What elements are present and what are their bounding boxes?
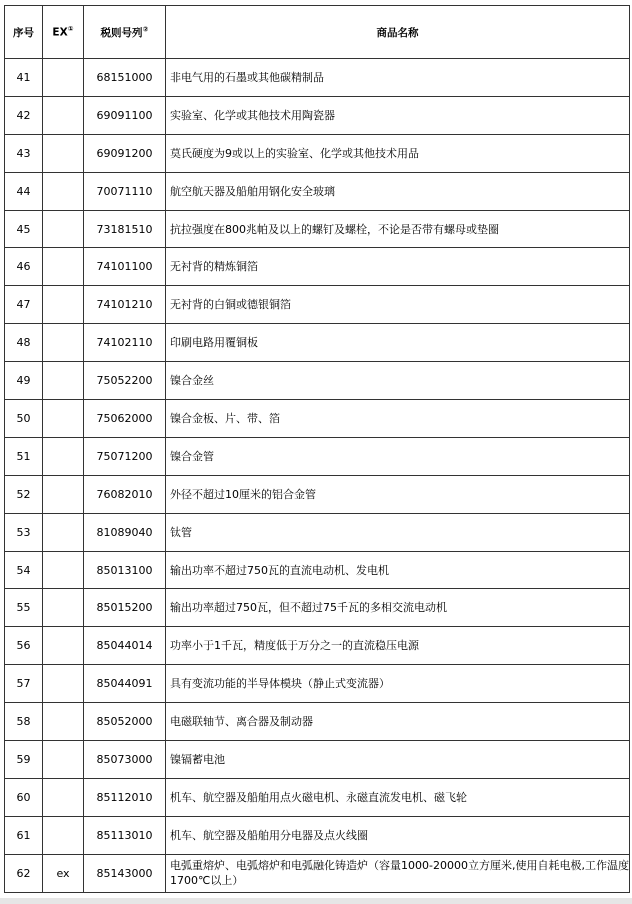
cell-seq: 54 bbox=[5, 551, 43, 589]
cell-ex bbox=[43, 210, 84, 248]
cell-goods-name: 镍合金丝 bbox=[166, 362, 630, 400]
cell-seq: 58 bbox=[5, 703, 43, 741]
cell-ex bbox=[43, 248, 84, 286]
header-name: 商品名称 bbox=[166, 6, 630, 59]
cell-tariff-code: 75062000 bbox=[84, 400, 166, 438]
cell-tariff-code: 69091200 bbox=[84, 134, 166, 172]
cell-goods-name: 无衬背的白铜或德银铜箔 bbox=[166, 286, 630, 324]
cell-tariff-code: 81089040 bbox=[84, 513, 166, 551]
cell-seq: 45 bbox=[5, 210, 43, 248]
cell-goods-name: 无衬背的精炼铜箔 bbox=[166, 248, 630, 286]
table-row bbox=[5, 400, 630, 438]
cell-goods-name: 输出功率超过750瓦，但不超过75千瓦的多相交流电动机 bbox=[166, 589, 630, 627]
cell-seq: 55 bbox=[5, 589, 43, 627]
table-row bbox=[5, 589, 630, 627]
header-tariff-label: 税则号列 bbox=[100, 26, 143, 39]
cell-ex bbox=[43, 172, 84, 210]
table-header-row bbox=[5, 6, 630, 59]
cell-goods-name: 功率小于1千瓦，精度低于万分之一的直流稳压电源 bbox=[166, 627, 630, 665]
cell-seq: 44 bbox=[5, 172, 43, 210]
cell-ex bbox=[43, 324, 84, 362]
cell-seq: 62 bbox=[5, 854, 43, 892]
cell-ex bbox=[43, 665, 84, 703]
cell-tariff-code: 85112010 bbox=[84, 778, 166, 816]
cell-goods-name: 外径不超过10厘米的铝合金管 bbox=[166, 475, 630, 513]
cell-ex bbox=[43, 551, 84, 589]
table-row bbox=[5, 854, 630, 892]
cell-seq: 42 bbox=[5, 96, 43, 134]
cell-ex bbox=[43, 475, 84, 513]
cell-goods-name: 机车、航空器及船舶用点火磁电机、永磁直流发电机、磁飞轮 bbox=[166, 778, 630, 816]
cell-goods-name: 莫氏硬度为9或以上的实验室、化学或其他技术用品 bbox=[166, 134, 630, 172]
header-ex-label: EX bbox=[52, 26, 68, 39]
cell-ex bbox=[43, 589, 84, 627]
header-ex-footnote: ① bbox=[67, 25, 74, 34]
table-row bbox=[5, 627, 630, 665]
cell-goods-name: 电磁联轴节、离合器及制动器 bbox=[166, 703, 630, 741]
cell-goods-name: 镍合金板、片、带、箔 bbox=[166, 400, 630, 438]
table-row bbox=[5, 665, 630, 703]
table-row bbox=[5, 437, 630, 475]
cell-ex bbox=[43, 703, 84, 741]
cell-goods-name: 钛管 bbox=[166, 513, 630, 551]
table-row bbox=[5, 816, 630, 854]
table-row bbox=[5, 59, 630, 97]
cell-goods-name: 电弧重熔炉、电弧熔炉和电弧融化铸造炉（容量1000-20000立方厘米,使用自耗电极,工作温度1700℃以上） bbox=[166, 854, 630, 892]
cell-goods-name: 输出功率不超过750瓦的直流电动机、发电机 bbox=[166, 551, 630, 589]
header-tariff-footnote: ② bbox=[142, 25, 149, 33]
cell-goods-name: 镍合金管 bbox=[166, 437, 630, 475]
cell-goods-name: 航空航天器及船舶用钢化安全玻璃 bbox=[166, 172, 630, 210]
cell-tariff-code: 75052200 bbox=[84, 362, 166, 400]
table-row bbox=[5, 134, 630, 172]
cell-tariff-code: 85044014 bbox=[84, 627, 166, 665]
cell-ex bbox=[43, 134, 84, 172]
cell-seq: 48 bbox=[5, 324, 43, 362]
cell-seq: 49 bbox=[5, 362, 43, 400]
cell-tariff-code: 85073000 bbox=[84, 741, 166, 779]
cell-seq: 56 bbox=[5, 627, 43, 665]
cell-ex: ex bbox=[43, 854, 84, 892]
cell-tariff-code: 85143000 bbox=[84, 854, 166, 892]
cell-tariff-code: 85052000 bbox=[84, 703, 166, 741]
cell-goods-name: 机车、航空器及船舶用分电器及点火线圈 bbox=[166, 816, 630, 854]
cell-tariff-code: 76082010 bbox=[84, 475, 166, 513]
table-row bbox=[5, 172, 630, 210]
table-row bbox=[5, 210, 630, 248]
cell-seq: 41 bbox=[5, 59, 43, 97]
cell-seq: 52 bbox=[5, 475, 43, 513]
cell-ex bbox=[43, 362, 84, 400]
cell-tariff-code: 74101210 bbox=[84, 286, 166, 324]
cell-goods-name: 印刷电路用覆铜板 bbox=[166, 324, 630, 362]
cell-seq: 47 bbox=[5, 286, 43, 324]
cell-tariff-code: 70071110 bbox=[84, 172, 166, 210]
header-ex bbox=[43, 6, 84, 59]
table-row bbox=[5, 362, 630, 400]
cell-tariff-code: 75071200 bbox=[84, 437, 166, 475]
table-row bbox=[5, 551, 630, 589]
cell-seq: 53 bbox=[5, 513, 43, 551]
table-row bbox=[5, 248, 630, 286]
horizontal-scrollbar[interactable] bbox=[0, 898, 632, 904]
cell-tariff-code: 85044091 bbox=[84, 665, 166, 703]
header-seq: 序号 bbox=[5, 6, 43, 59]
cell-tariff-code: 85113010 bbox=[84, 816, 166, 854]
cell-seq: 46 bbox=[5, 248, 43, 286]
cell-ex bbox=[43, 96, 84, 134]
cell-ex bbox=[43, 627, 84, 665]
cell-goods-name: 实验室、化学或其他技术用陶瓷器 bbox=[166, 96, 630, 134]
cell-goods-name: 非电气用的石墨或其他碳精制品 bbox=[166, 59, 630, 97]
table-row bbox=[5, 513, 630, 551]
goods-table bbox=[4, 5, 630, 893]
cell-ex bbox=[43, 59, 84, 97]
cell-seq: 51 bbox=[5, 437, 43, 475]
cell-ex bbox=[43, 400, 84, 438]
cell-ex bbox=[43, 513, 84, 551]
cell-seq: 59 bbox=[5, 741, 43, 779]
cell-ex bbox=[43, 286, 84, 324]
table-row bbox=[5, 324, 630, 362]
cell-seq: 61 bbox=[5, 816, 43, 854]
table-row bbox=[5, 703, 630, 741]
cell-tariff-code: 73181510 bbox=[84, 210, 166, 248]
cell-ex bbox=[43, 778, 84, 816]
cell-ex bbox=[43, 816, 84, 854]
cell-seq: 43 bbox=[5, 134, 43, 172]
cell-tariff-code: 74101100 bbox=[84, 248, 166, 286]
cell-tariff-code: 74102110 bbox=[84, 324, 166, 362]
table-row bbox=[5, 741, 630, 779]
header-tariff bbox=[84, 6, 166, 59]
cell-seq: 57 bbox=[5, 665, 43, 703]
table-row bbox=[5, 778, 630, 816]
cell-goods-name: 抗拉强度在800兆帕及以上的螺钉及螺栓，不论是否带有螺母或垫圈 bbox=[166, 210, 630, 248]
cell-tariff-code: 69091100 bbox=[84, 96, 166, 134]
cell-goods-name: 具有变流功能的半导体模块（静止式变流器） bbox=[166, 665, 630, 703]
table-row bbox=[5, 286, 630, 324]
cell-ex bbox=[43, 741, 84, 779]
cell-goods-name: 镍镉蓄电池 bbox=[166, 741, 630, 779]
cell-tariff-code: 85013100 bbox=[84, 551, 166, 589]
table-row bbox=[5, 475, 630, 513]
cell-tariff-code: 68151000 bbox=[84, 59, 166, 97]
cell-tariff-code: 85015200 bbox=[84, 589, 166, 627]
cell-ex bbox=[43, 437, 84, 475]
cell-seq: 60 bbox=[5, 778, 43, 816]
cell-seq: 50 bbox=[5, 400, 43, 438]
table-row bbox=[5, 96, 630, 134]
